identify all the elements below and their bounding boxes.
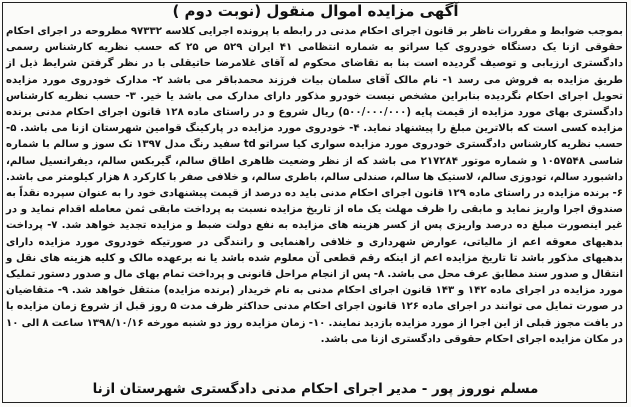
notice-title: آگهی مزایده اموال منقول (نوبت دوم ) bbox=[172, 2, 459, 20]
notice-signature: مسلم نوروز پور - مدیر اجرای احکام مدنی دادگستری شهرستان ازنا bbox=[92, 381, 539, 397]
notice-body: بموجب ضوابط و مقررات ناظر بر قانون اجرای احکام مدنی در رابطه با پرونده اجرایی کلاسه ۹۷۳۳۲ مطروحه در اجرای احکام حقوقی ازنا یک دستگاه خودروی کیا سراتو به شماره انتظامی ۴۱ ایران ۵۲۹ ص ۲۵ که حسب نظریه کارشناس رسمی دادگستری ارزیابی و توصیف گردیده است بنا به تقاضای محکوم له آقای غلامرضا حاتیقلی با در نظر گرفتن شرایط ذیل از طریق مزایده به فروش می رسد ۱- نام مالک آقای سلمان بیات فرزند محمدباقر می باشد ۲- مدارک خودروی مورد مزایده تحویل اجرای احکام نگردیده بنابراین مشخص نیست خودرو مذکور دارای مدارک می باشد یا خیر. ۳- حسب نظریه کارشناس دادگستری بهای مورد مزایده از قیمت پایه (۵۰۰/۰۰۰/۰۰۰) ریال شروع و در راستای ماده ۱۲۸ قانون اجرای احکام مدنی برنده مزایده کسی است که بالاترین مبلغ را پیشنهاد نماید. ۴- خودروی مورد مزایده در پارکینگ قوامین شهرستان ازنا می باشد. ۵- حسب نظریه کارشناس دادگستری خودروی مورد مزایده سواری کیا سراتو td سفید رنگ مدل ۱۳۹۷ تک سوز و سالم با شماره شاسی ۱۰۵۷۵۴۸ و شماره موتور ۲۱۷۲۸۴ می باشد که از نظر وضعیت ظاهری اطاق سالم، گیربکس سالم، دیفرانسیل سالم، داشبورد سالم، تودوزی سالم، لاستیک ها سالم، صندلی سالم، باطری سالم، و خلافی صفر با کارکرد ۸ هزار کیلومتر می باشد. ۶- برنده مزایده در راستای ماده ۱۲۹ قانون اجرای احکام مدنی باید ده درصد از قیمت پیشنهادی خود را به عنوان سپرده نقداً به صندوق اجرا واریز نماید و مابقی را ظرف مهلت یک ماه از تاریخ مزایده نسبت به پرداخت مابقی ثمن معامله اقدام نماید و در غیر اینصورت مبلغ ده درصد واریزی پس از کسر هزینه های مزایده به نفع دولت ضبط و مزایده تجدید خواهد شد. ۷- پرداخت بدهیهای معوقه اعم از مالیاتی، عوارض شهرداری و خلافی راهنمایی و رانندگی در صورتیکه خودروی مورد مزایده دارای بدهیهای مذکور باشد تا تاریخ مزایده اعم از اینکه رقم قطعی آن معلوم شده باشد یا نه برعهده مالک و کلیه هزینه های نقل و انتقال و صدور سند مطابق عرف محل می باشد. ۸- پس از انجام مراحل قانونی و پرداخت تمام بهای مال و صدور دستور تملیک مورد مزایده در اجرای ماده ۱۴۲ و ۱۴۳ قانون اجرای احکام مدنی به نام خریدار (برنده مزایده) منتقل خواهد شد. ۹- متقاضیان در صورت تمایل می توانند در اجرای ماده ۱۲۶ قانون اجرای احکام مدنی حداکثر ظرف مدت ۵ روز قبل از شروع زمان مزایده با در یافت مجوز قبلی از این اجرا از مورد مزایده بازدید نمایند. ۱۰- زمان مزایده روز دو شنبه مورخه ۱۳۹۸/۱۰/۱۶ ساعت ۸ الی ۱۰ در مکان مزایده اجرای احکام حقوقی دادگستری ازنا می باشد. bbox=[6, 26, 624, 345]
